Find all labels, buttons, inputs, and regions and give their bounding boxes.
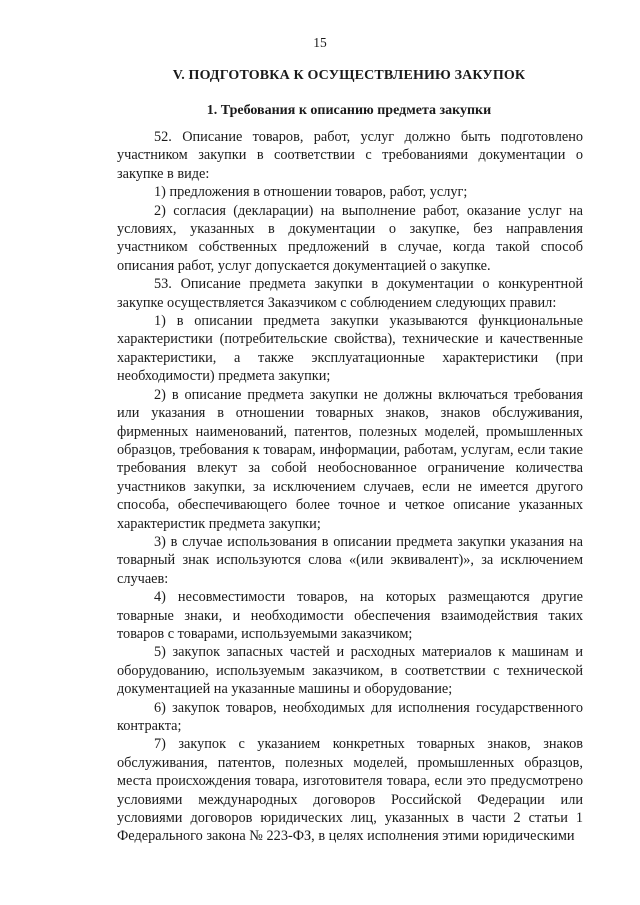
paragraph-53-item-3: 3) в случае использования в описании предмета закупки указания на товарный знак используются слова «(или эквивалент)», за исключением случаев: bbox=[117, 533, 583, 587]
paragraph-52-item-2: 2) согласия (декларации) на выполнение работ, оказание услуг на условиях, указанных в документации о закупке, без направления участником собственных предложений в случае, когда такой способ описания работ, услуг допускается документацией о закупке. bbox=[117, 202, 583, 274]
paragraph-52: 52. Описание товаров, работ, услуг должно быть подготовлено участником закупки в соответствии с требованиями документации о закупке в виде: bbox=[117, 129, 583, 182]
paragraph-52-item-1: 1) предложения в отношении товаров, работ, услуг; bbox=[154, 184, 468, 201]
section-title: V. ПОДГОТОВКА К ОСУЩЕСТВЛЕНИЮ ЗАКУПОК bbox=[172, 68, 526, 83]
paragraph-53: 53. Описание предмета закупки в документации о конкурентной закупке осуществляется Заказчиком с соблюдением следующих правил: bbox=[117, 276, 583, 311]
paragraph-53-item-1: 1) в описании предмета закупки указываются функциональные характеристики (потребительские свойства), технические и качественные характеристики, а также эксплуатационные характеристики (при необходимости) предмета закупки; bbox=[117, 313, 583, 385]
paragraph-53-item-4: 4) несовместимости товаров, на которых размещаются другие товарные знаки, и необходимости обеспечения взаимодействия таких товаров с товарами, используемыми заказчиком; bbox=[117, 589, 583, 642]
paragraph-53-item-7: 7) закупок с указанием конкретных товарных знаков, знаков обслуживания, патентов, полезных моделей, промышленных образцов, места происхождения товара, изготовителя товара, если это предусмотрено условиями международных договоров Российской Федерации или условиями договоров юридических лиц, указанных в части 2 статьи 1 Федерального закона № 223-ФЗ, в целях исполнения этими юридическими bbox=[117, 736, 583, 845]
paragraph-53-item-6: 6) закупок товаров, необходимых для исполнения государственного контракта; bbox=[117, 699, 583, 734]
paragraph-53-item-5: 5) закупок запасных частей и расходных материалов к машинам и оборудованию, используемым заказчиком, в соответствии с технической документацией на указанные машины и оборудование; bbox=[117, 644, 583, 698]
document-body bbox=[117, 128, 583, 846]
subsection-title: 1. Требования к описанию предмета закупки bbox=[206, 103, 492, 118]
paragraph-53-item-2: 2) в описание предмета закупки не должны включаться требования или указания в отношении товарных знаков, знаков обслуживания, фирменных наименований, патентов, полезных моделей, промышленных образцов, требования к товарам, информации, работам, услугам, если такие требования влекут за собой необоснованное ограничение количества участников закупки, за исключением случаев, если не имеется другого способа, обеспечивающего более точное и четкое описание указанных характеристик предмета закупки; bbox=[117, 386, 583, 532]
page-number: 15 bbox=[313, 35, 327, 50]
